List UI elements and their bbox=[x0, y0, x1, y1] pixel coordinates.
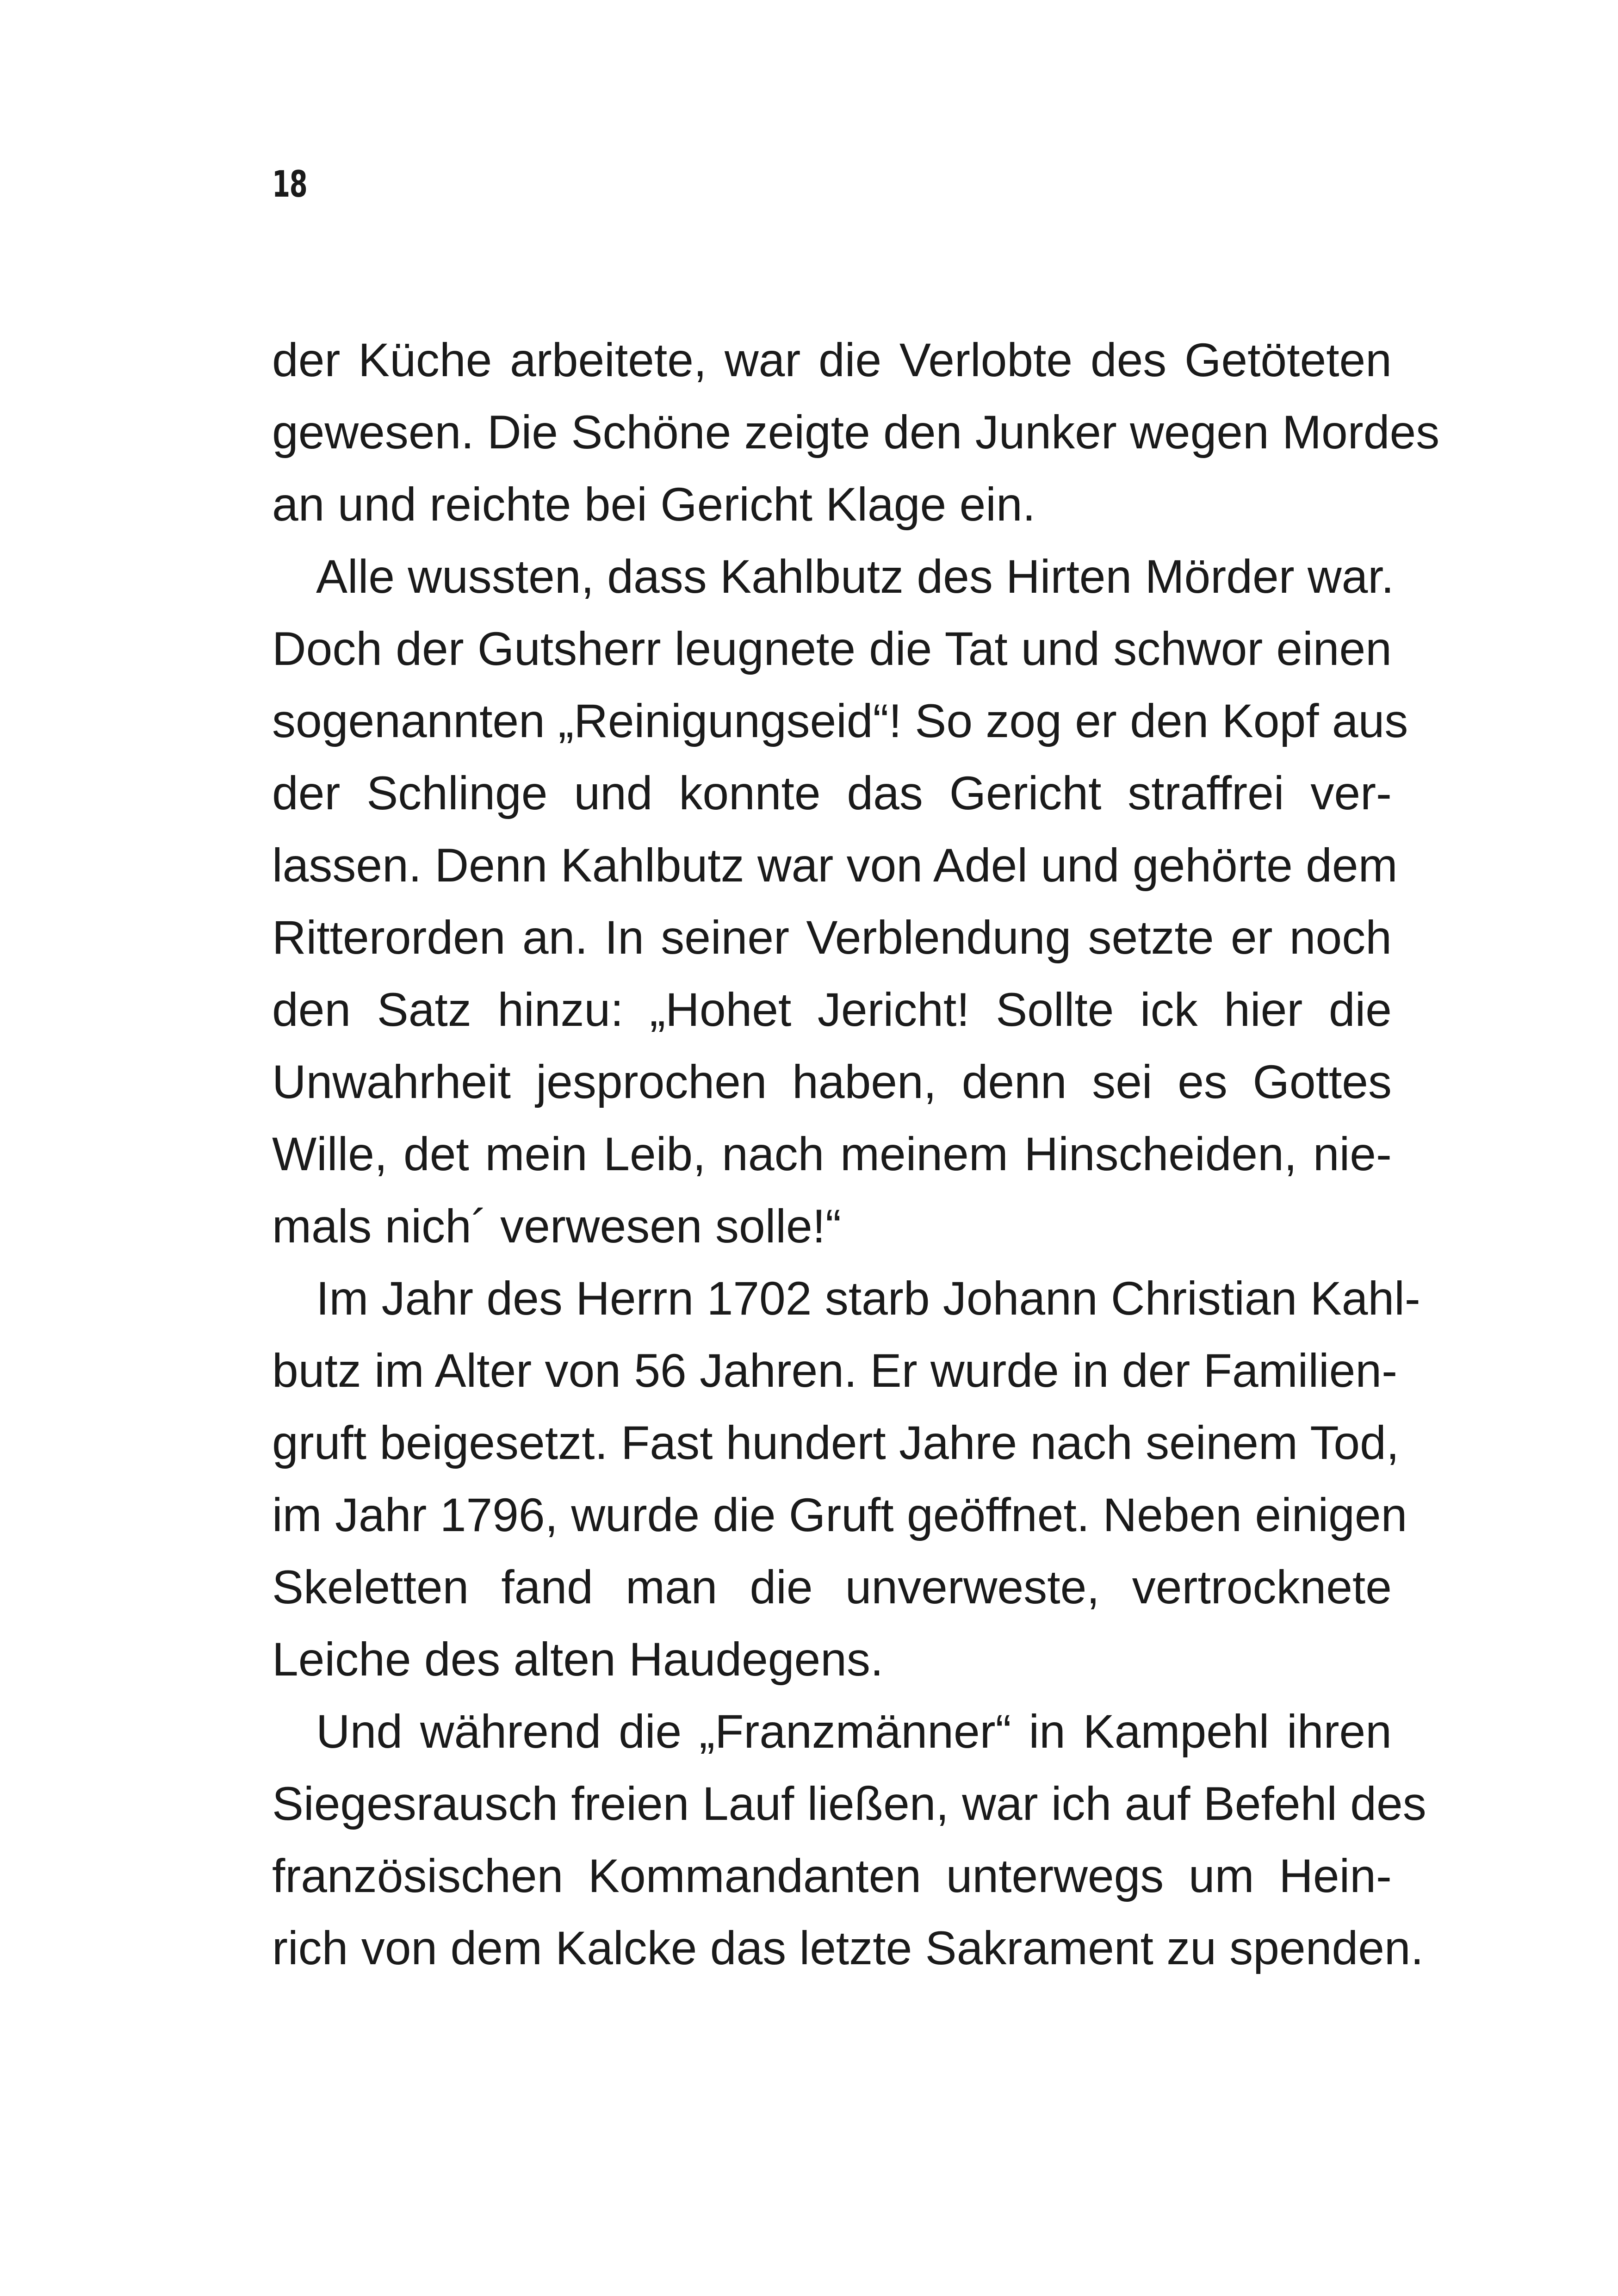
text-line: Unwahrheit jesprochen haben, denn sei es Gottes bbox=[272, 1055, 1392, 1108]
text-line: sogenannten „Reinigungseid“! So zog er den Kopf aus bbox=[272, 695, 1408, 747]
text-line: butz im Alter von 56 Jahren. Er wurde in der Familien- bbox=[272, 1344, 1398, 1397]
text-line: Und während die „Franzmänner“ in Kampehl ihren bbox=[316, 1705, 1392, 1758]
text-line: rich von dem Kalcke das letzte Sakrament zu spenden. bbox=[272, 1922, 1424, 1974]
text-line: mals nich´ verwesen solle!“ bbox=[272, 1200, 842, 1253]
text-line: an und reichte bei Gericht Klage ein. bbox=[272, 478, 1036, 531]
text-line: gruft beigesetzt. Fast hundert Jahre nach seinem Tod, bbox=[272, 1416, 1400, 1469]
text-line: Skeletten fand man die unverweste, vertrocknete bbox=[272, 1561, 1392, 1613]
text-line: gewesen. Die Schöne zeigte den Junker wegen Mordes bbox=[272, 406, 1440, 459]
body-text bbox=[272, 324, 1440, 1984]
text-line: Alle wussten, dass Kahlbutz des Hirten Mörder war. bbox=[316, 550, 1395, 603]
text-line: im Jahr 1796, wurde die Gruft geöffnet. Neben einigen bbox=[272, 1489, 1407, 1541]
text-line: der Küche arbeitete, war die Verlobte des Getöteten bbox=[272, 334, 1392, 386]
text-line: Leiche des alten Haudegens. bbox=[272, 1633, 884, 1686]
text-line: den Satz hinzu: „Hohet Jericht! Sollte ick hier die bbox=[272, 983, 1392, 1036]
text-line: Wille, det mein Leib, nach meinem Hinscheiden, nie- bbox=[272, 1128, 1392, 1180]
text-line: Im Jahr des Herrn 1702 starb Johann Christian Kahl- bbox=[316, 1272, 1420, 1325]
text-line: Doch der Gutsherr leugnete die Tat und schwor einen bbox=[272, 622, 1392, 675]
text-line: französischen Kommandanten unterwegs um Hein- bbox=[272, 1849, 1392, 1902]
page-number: 18 bbox=[272, 164, 307, 205]
text-line: der Schlinge und konnte das Gericht straffrei ver- bbox=[272, 767, 1392, 819]
text-line: Siegesrausch freien Lauf ließen, war ich auf Befehl des bbox=[272, 1777, 1426, 1830]
text-line: lassen. Denn Kahlbutz war von Adel und gehörte dem bbox=[272, 839, 1398, 892]
text-line: Ritterorden an. In seiner Verblendung setzte er noch bbox=[272, 911, 1392, 964]
